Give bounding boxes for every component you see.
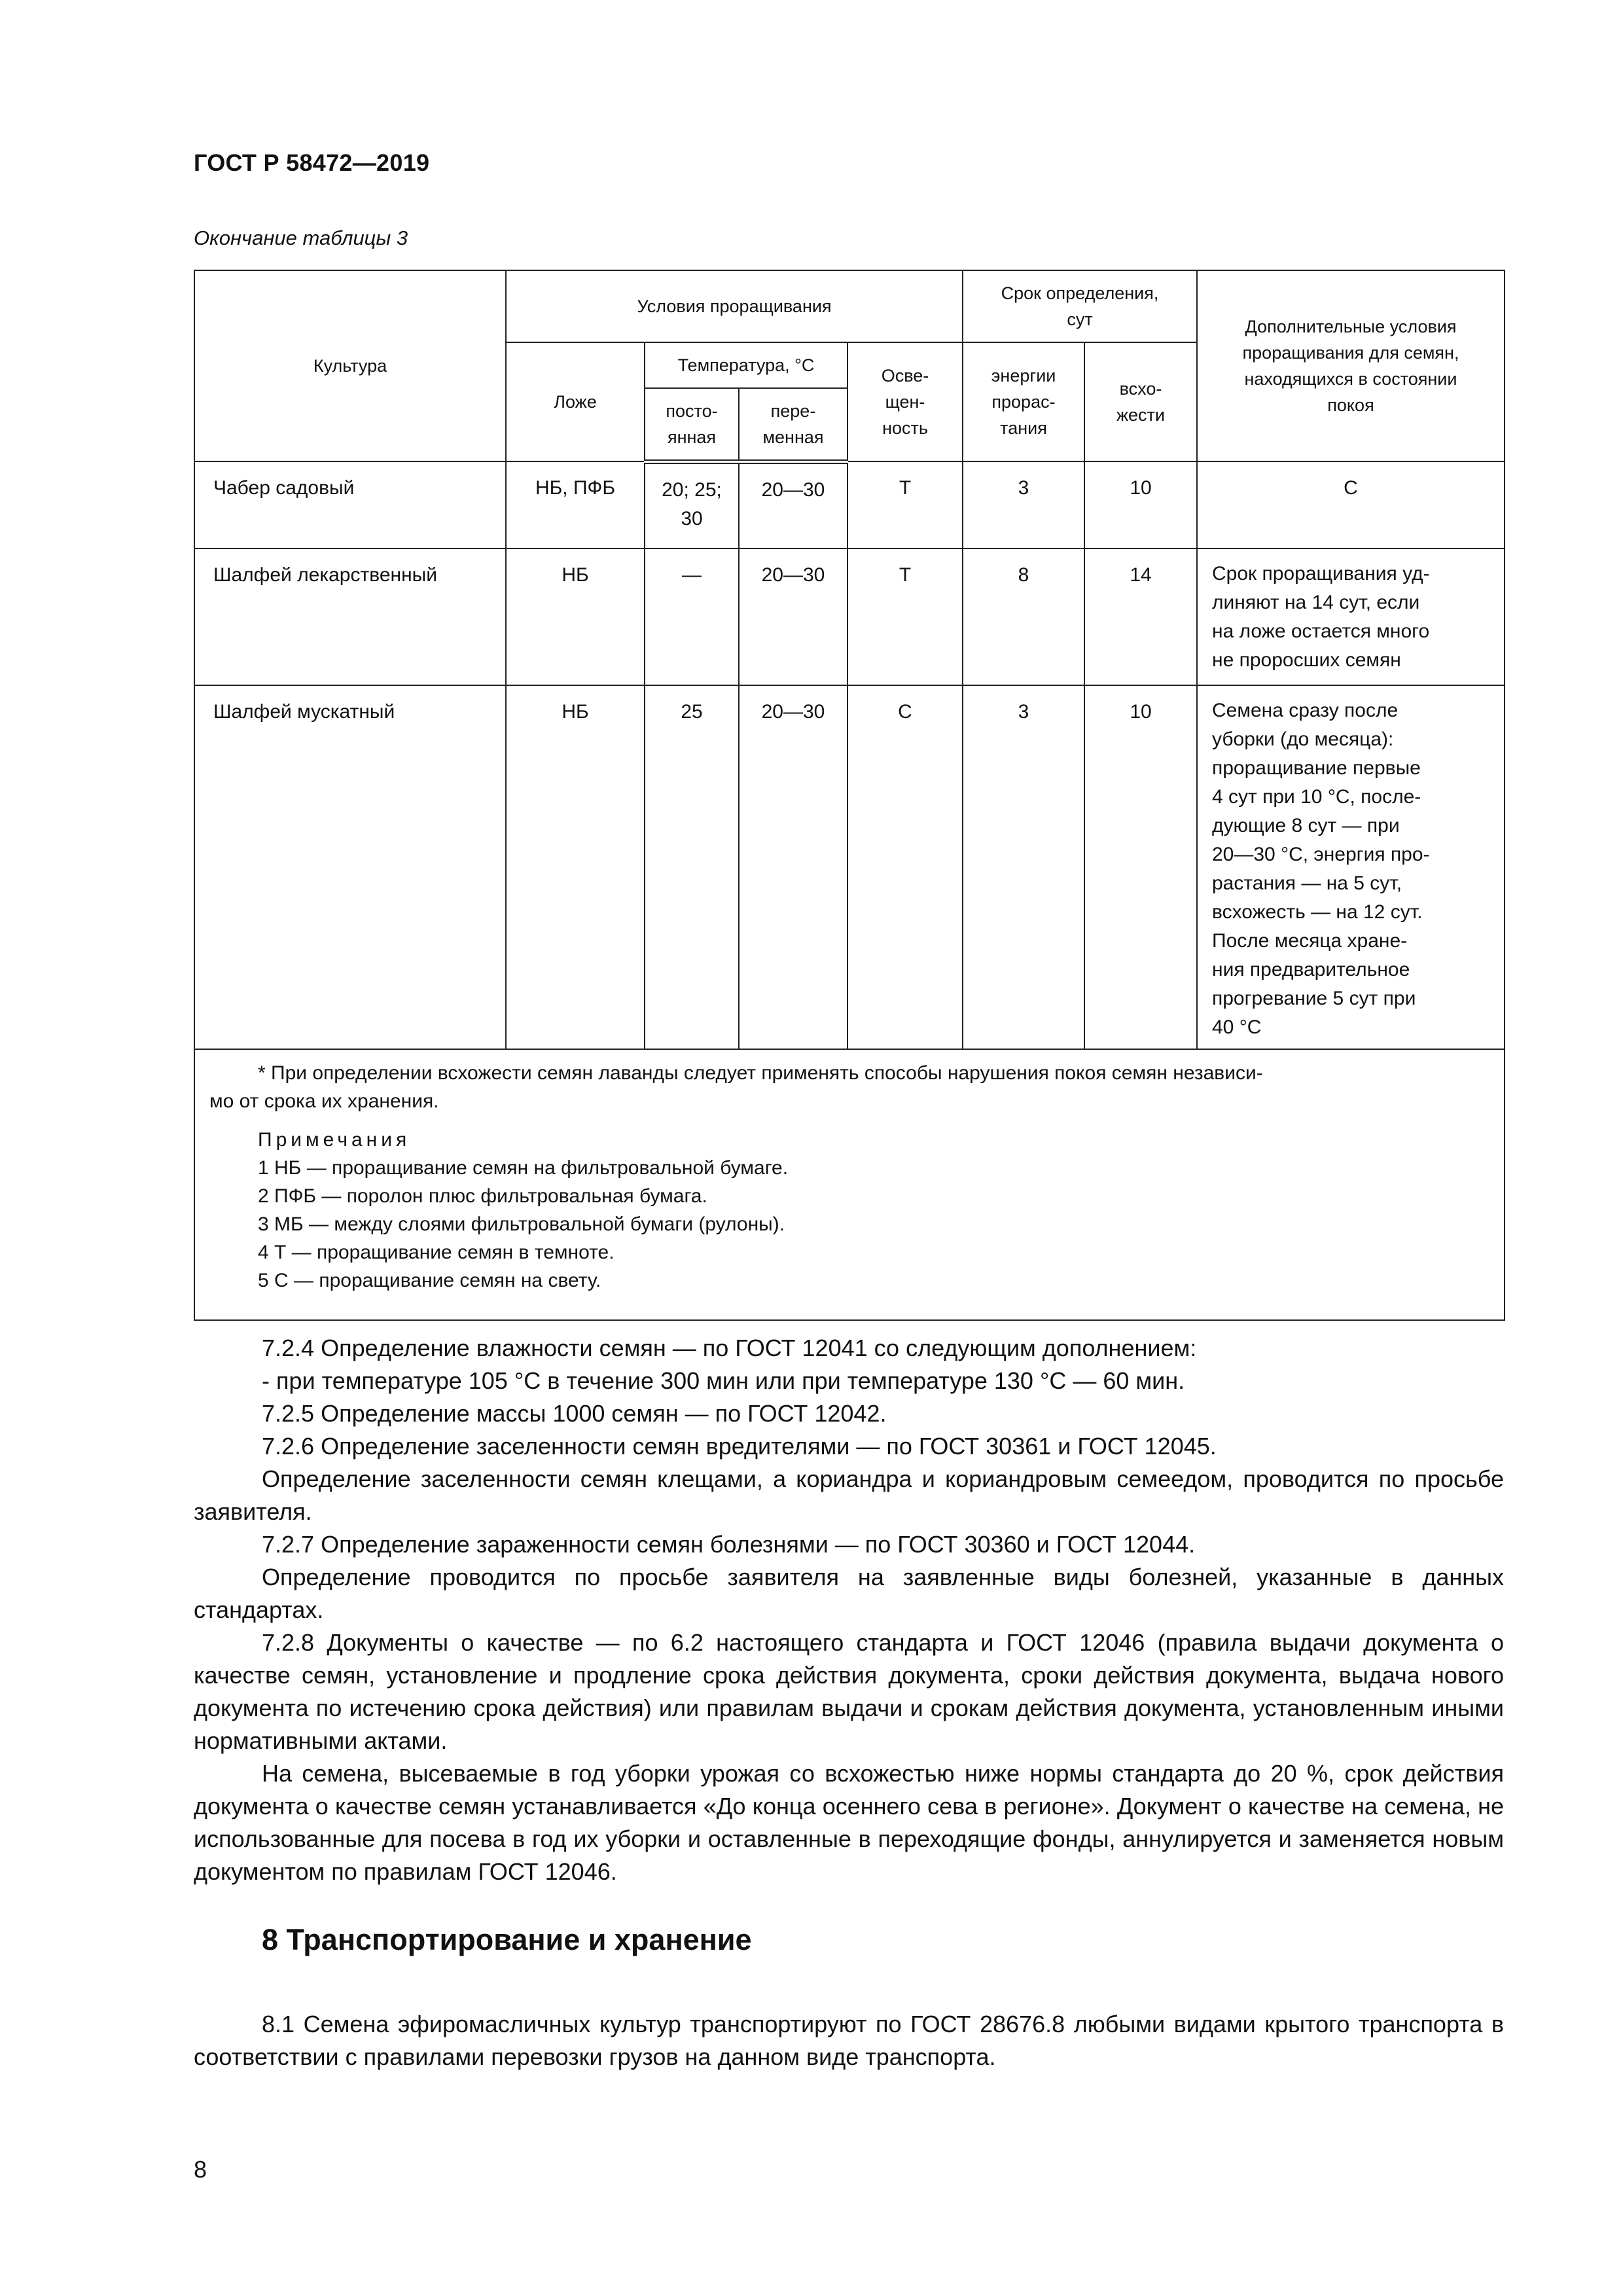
additional-line: на ложе остается много — [1212, 620, 1430, 642]
table-caption: Окончание таблицы 3 — [194, 226, 408, 249]
cell-lighting: Т — [847, 461, 963, 548]
header-additional: Дополнительные условия проращивания для семян, находящихся в состоянии покоя — [1197, 270, 1505, 461]
paragraph: 7.2.7 Определение зараженности семян болезнями — по ГОСТ 30360 и ГОСТ 12044. — [262, 1531, 1196, 1558]
header-term: Срок определения, сут — [963, 270, 1197, 342]
document-code: ГОСТ Р 58472—2019 — [194, 149, 430, 176]
header-temperature: Температура, °С — [645, 342, 847, 388]
note-item: 2 ПФБ — поролон плюс фильтровальная бумага. — [258, 1185, 707, 1207]
cell-germination: 10 — [1084, 461, 1197, 548]
table-row — [194, 685, 1505, 1049]
cell-energy: 3 — [963, 461, 1084, 548]
paragraph: 7.2.8 Документы о качестве — по 6.2 настоящего стандарта и ГОСТ 12046 (правила выдачи документа о качестве семян, установление и продление срока действия документа, сроки действия документа, выдача нового документа по истечению срока действия) или правилам выдачи и срокам действия документа, установленным иными нормативными актами. — [194, 1629, 1504, 1754]
cell-variable: 20—30 — [739, 548, 847, 685]
additional-line: уборки (до месяца): — [1212, 728, 1394, 750]
cell-additional: С — [1197, 461, 1505, 548]
cell-bed: НБ, ПФБ — [506, 461, 645, 548]
germination-table — [194, 270, 1505, 1321]
additional-line: прогревание 5 сут при — [1212, 988, 1416, 1009]
footnote-line: мо от срока их хранения. — [209, 1090, 439, 1112]
paragraph: - при температуре 105 °С в течение 300 мин или при температуре 130 °С — 60 мин. — [262, 1367, 1185, 1394]
paragraph: На семена, высеваемые в год уборки урожая со всхожестью ниже нормы стандарта до 20 %, срок действия документа о качестве семян устанавливается «До конца осеннего сева в регионе». Документ о качестве на семена, не использованные для посева в год их уборки и оставленные в переходящие фонды, аннулируется и заменяется новым документом по правилам ГОСТ 12046. — [194, 1760, 1504, 1885]
additional-line: линяют на 14 сут, если — [1212, 592, 1420, 613]
additional-line: 20—30 °С, энергия про- — [1212, 844, 1430, 865]
paragraph: 7.2.4 Определение влажности семян — по ГОСТ 12041 со следующим дополнением: — [262, 1335, 1197, 1361]
note-item: 1 НБ — проращивание семян на фильтровальной бумаге. — [258, 1157, 789, 1179]
note-item: 3 МБ — между слоями фильтровальной бумаги (рулоны). — [258, 1213, 785, 1235]
table-footnotes — [194, 1049, 1505, 1320]
cell-bed: НБ — [506, 548, 645, 685]
section-body — [194, 2008, 1504, 2073]
cell-culture: Шалфей лекарственный — [194, 548, 506, 685]
header-culture: Культура — [194, 270, 506, 461]
paragraph: 8.1 Семена эфиромасличных культур транспортируют по ГОСТ 28676.8 любыми видами крытого транспорта в соответствии с правилами перевозки грузов на данном виде транспорта. — [194, 2011, 1504, 2070]
header-conditions: Условия проращивания — [506, 270, 963, 342]
additional-line: Семена сразу после — [1212, 700, 1399, 721]
header-bed: Ложе — [506, 342, 645, 461]
paragraph: 7.2.5 Определение массы 1000 семян — по ГОСТ 12042. — [262, 1400, 887, 1427]
additional-line: дующие 8 сут — при — [1212, 815, 1400, 836]
note-item: 4 Т — проращивание семян в темноте. — [258, 1242, 615, 1263]
additional-line: 4 сут при 10 °С, после- — [1212, 786, 1421, 808]
cell-lighting: Т — [847, 548, 963, 685]
paragraph: Определение проводится по просьбе заявителя на заявленные виды болезней, указанные в данных стандартах. — [194, 1564, 1504, 1623]
cell-energy: 3 — [963, 685, 1084, 1049]
cell-germination: 10 — [1084, 685, 1197, 1049]
cell-additional — [1197, 685, 1505, 1049]
header-variable: пере- менная — [739, 388, 847, 461]
cell-variable: 20—30 — [739, 461, 847, 548]
page-number: 8 — [194, 2156, 207, 2183]
table-row — [194, 548, 1505, 685]
header-constant: посто- янная — [645, 388, 739, 461]
cell-constant: 20; 25; 30 — [645, 461, 739, 548]
cell-bed: НБ — [506, 685, 645, 1049]
paragraph: 7.2.6 Определение заселенности семян вредителями — по ГОСТ 30361 и ГОСТ 12045. — [262, 1433, 1217, 1460]
additional-line: ния предварительное — [1212, 959, 1410, 980]
cell-additional — [1197, 548, 1505, 685]
header-lighting: Осве- щен- ность — [847, 342, 963, 461]
additional-line: Срок проращивания уд- — [1212, 563, 1430, 584]
paragraph: Определение заселенности семян клещами, а кориандра и кориандровым семеедом, проводится по просьбе заявителя. — [194, 1465, 1504, 1525]
cell-culture: Шалфей мускатный — [194, 685, 506, 1049]
cell-variable: 20—30 — [739, 685, 847, 1049]
body-text — [194, 1332, 1504, 1888]
cell-lighting: С — [847, 685, 963, 1049]
table-row — [194, 461, 1505, 548]
additional-line: всхожесть — на 12 сут. — [1212, 901, 1423, 923]
additional-line: проращивание первые — [1212, 757, 1421, 779]
note-item: 5 С — проращивание семян на свету. — [258, 1270, 601, 1291]
cell-constant: 25 — [645, 685, 739, 1049]
additional-line: растания — на 5 сут, — [1212, 872, 1402, 894]
additional-line: 40 °С — [1212, 1016, 1262, 1038]
cell-energy: 8 — [963, 548, 1084, 685]
additional-line: После месяца хране- — [1212, 930, 1408, 952]
header-germination: всхо- жести — [1084, 342, 1197, 461]
cell-constant: — — [645, 548, 739, 685]
footnote-line: * При определении всхожести семян лаванды следует применять способы нарушения покоя семян независи- — [258, 1062, 1263, 1084]
notes-title: Примечания — [258, 1129, 411, 1151]
section-heading: 8 Транспортирование и хранение — [262, 1923, 752, 1956]
cell-germination: 14 — [1084, 548, 1197, 685]
additional-line: не проросших семян — [1212, 649, 1401, 671]
header-energy: энергии прорас- тания — [963, 342, 1084, 461]
cell-culture: Чабер садовый — [194, 461, 506, 548]
